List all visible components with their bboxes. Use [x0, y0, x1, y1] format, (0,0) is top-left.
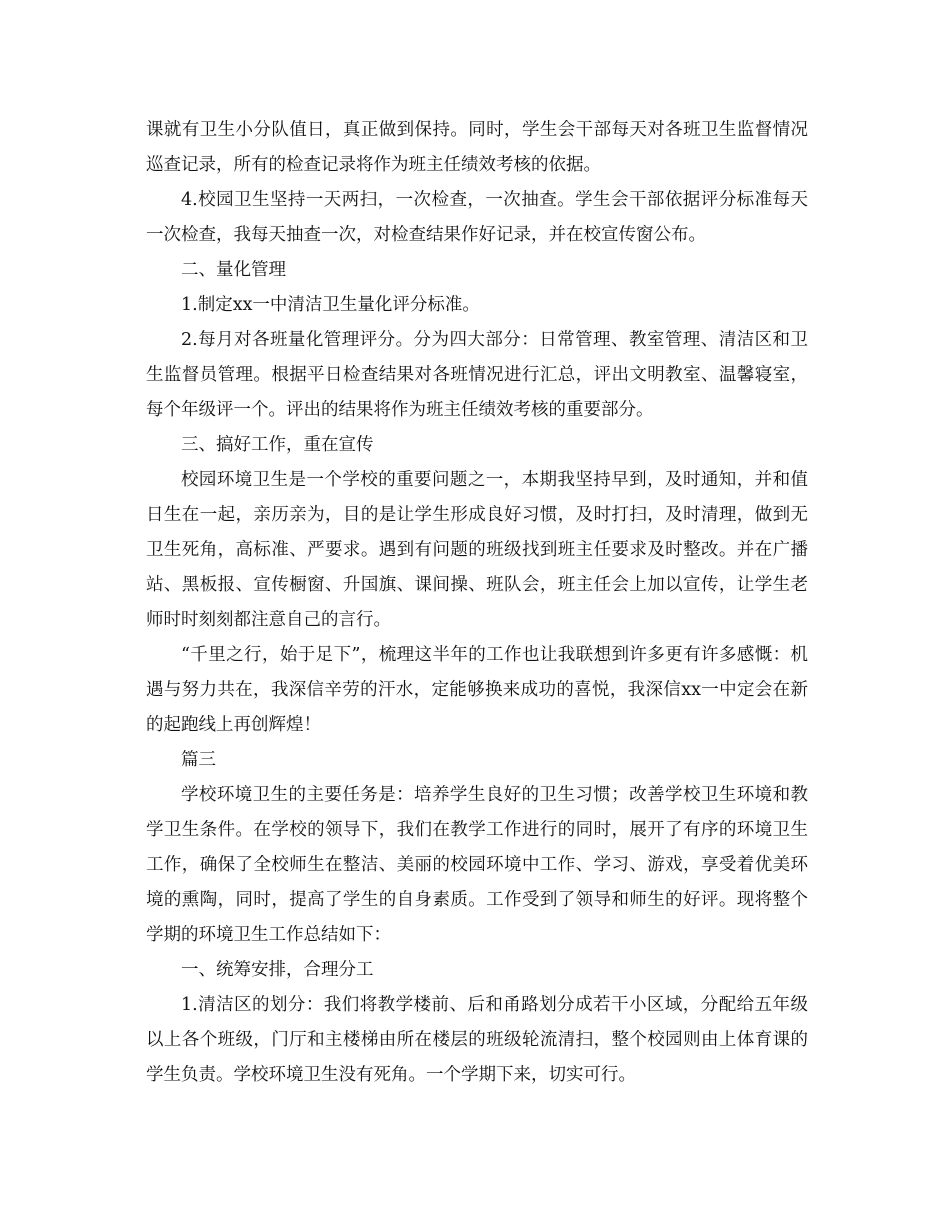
paragraph-item-2-monthly-scoring: 2.每月对各班量化管理评分。分为四大部分：日常管理、教室管理、清洁区和卫生监督员管理。根据平日检查结果对各班情况进行汇总，评出文明教室、温馨寝室，每个年级评一个。评出的结果将作为班主任绩效考核的重要部分。: [146, 330, 808, 420]
section-heading-quantified-management: 二、量化管理: [181, 260, 286, 280]
chapter-heading-part-three: 篇三: [181, 750, 216, 770]
section-heading-arrangement: 一、统筹安排，合理分工: [181, 960, 374, 980]
paragraph-item-4: 4.校园卫生坚持一天两扫，一次检查，一次抽查。学生会干部依据评分标准每天一次检查，我每天抽查一次，对检查结果作好记录，并在校宣传窗公布。: [146, 190, 808, 245]
paragraph-conclusion: “千里之行，始于足下”，梳理这半年的工作也让我联想到许多更有许多感慨：机遇与努力共在，我深信辛劳的汗水，定能够换来成功的喜悦，我深信xx一中定会在新的起跑线上再创辉煌！: [146, 645, 808, 735]
paragraph-item-1-standard: 1.制定xx一中清洁卫生量化评分标准。: [181, 295, 480, 315]
paragraph-intro-part-three: 学校环境卫生的主要任务是：培养学生良好的卫生习惯；改善学校卫生环境和教学卫生条件。在学校的领导下，我们在教学工作进行的同时，展开了有序的环境卫生工作，确保了全校师生在整洁、美丽的校园环境中工作、学习、游戏，享受着优美环境的熏陶，同时，提高了学生的自身素质。工作受到了领导和师生的好评。现将整个学期的环境卫生工作总结如下：: [146, 785, 808, 945]
paragraph-continuation: 课就有卫生小分队值日，真正做到保持。同时，学生会干部每天对各班卫生监督情况巡查记录，所有的检查记录将作为班主任绩效考核的依据。: [146, 120, 808, 175]
paragraph-cleaning-area-division: 1.清洁区的划分：我们将教学楼前、后和甬路划分成若干小区域，分配给五年级以上各个班级，门厅和主楼梯由所在楼层的班级轮流清扫，整个校园则由上体育课的学生负责。学校环境卫生没有死角。一个学期下来，切实可行。: [146, 995, 808, 1085]
section-heading-publicity: 三、搞好工作，重在宣传: [181, 435, 374, 455]
document-page: [146, 113, 808, 1093]
paragraph-campus-hygiene: 校园环境卫生是一个学校的重要问题之一，本期我坚持早到，及时通知，并和值日生在一起，亲历亲为，目的是让学生形成良好习惯，及时打扫，及时清理，做到无卫生死角，高标准、严要求。遇到有问题的班级找到班主任要求及时整改。并在广播站、黑板报、宣传橱窗、升国旗、课间操、班队会，班主任会上加以宣传，让学生老师时时刻刻都注意自己的言行。: [146, 470, 808, 630]
